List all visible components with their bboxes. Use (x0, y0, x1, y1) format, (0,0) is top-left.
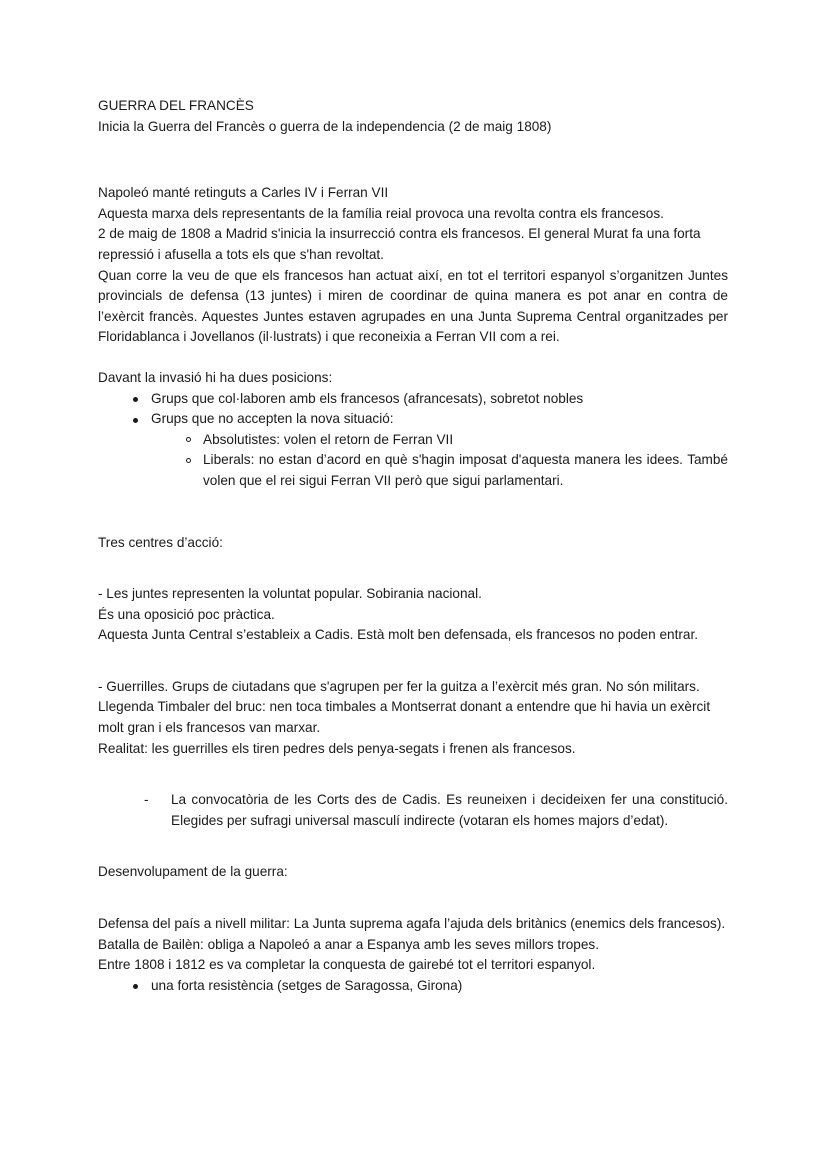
captivity-line-3: 2 de maig de 1808 a Madrid s'inicia la insurrecció contra els francesos. El general Murat fa una forta repressió i afusella a tots els que s'han revoltat. (98, 226, 701, 262)
document-subtitle: Inicia la Guerra del Francès o guerra de la independencia (2 de maig 1808) (98, 118, 552, 134)
centres-block2-line1: - Guerrilles. Grups de ciutadans que s'agrupen per fer la guitza a l’exèrcit més gran. No són militars. (98, 678, 700, 694)
list-item (98, 790, 728, 831)
development-line-3: Entre 1808 i 1812 es va completar la conquesta de gairebé tot el territori espanyol. (98, 957, 596, 973)
centres-block1-line2: És una oposició poc pràctica. (98, 606, 275, 622)
centres-block1-line1: - Les juntes representen la voluntat popular. Sobirania nacional. (98, 586, 482, 602)
captivity-line-2: Aquesta marxa dels representants de la família reial provoca una revolta contra els francesos. (98, 205, 664, 221)
spacer (98, 492, 728, 533)
positions-sublist (151, 430, 728, 492)
list-item (151, 430, 728, 451)
list-item-label: Absolutistes: volen el retorn de Ferran VII (203, 431, 454, 447)
list-item-label: Liberals: no estan d’acord en què s'hagin imposat d'aquesta manera les idees. També volen que el rei sigui Ferran VII però que sigui parlamentari. (203, 452, 728, 488)
circle-bullet-icon (186, 458, 191, 463)
spacer (98, 883, 728, 914)
document-body (98, 96, 728, 996)
corts-list (98, 790, 728, 831)
development-list (98, 976, 728, 997)
captivity-line-4: Quan corre la veu de que els francesos han actuat així, en tot el territori espanyol s’organitzen Juntes provincials de defensa (13 juntes) i miren de coordinar de quina manera es pot anar en contra de l’exèrcit francès. Aquestes Juntes estaven agrupades en una Junta Suprema Central organitzades per Floridablanca i Jovellanos (il·lustrats) i que reconeixia a Ferran VII com a rei. (98, 267, 728, 345)
bullet-icon (133, 418, 138, 423)
list-item (151, 450, 728, 491)
bullet-icon (133, 397, 138, 402)
positions-intro: Davant la invasió hi ha dues posicions: (98, 369, 333, 385)
list-item-label: una forta resistència (setges de Saragossa, Girona) (151, 977, 463, 993)
spacer (98, 553, 728, 584)
spacer (98, 831, 728, 862)
spacer (98, 759, 728, 790)
list-item-label: Grups que no accepten la nova situació: (151, 411, 394, 427)
list-item-label: La convocatòria de les Corts des de Cadis. Es reuneixen i decideixen fer una constitució. Elegides per sufragi universal masculí indirecte (votaran els homes majors d’edat). (171, 792, 728, 828)
dash-bullet-icon: - (144, 792, 149, 808)
list-item (98, 976, 728, 997)
document-title: GUERRA DEL FRANCÈS (98, 98, 254, 113)
captivity-line-1: Napoleó manté retinguts a Carles IV i Ferran VII (98, 185, 389, 201)
list-item (98, 389, 728, 410)
spacer (98, 348, 728, 368)
list-item (98, 409, 728, 491)
circle-bullet-icon (186, 437, 191, 442)
centres-block1-line3: Aquesta Junta Central s’estableix a Cadis. Està molt ben defensada, els francesos no poden entrar. (98, 627, 698, 643)
centres-block2-line2: Llegenda Timbaler del bruc: nen toca timbales a Montserrat donant a entendre que hi havia un exèrcit molt gran i els francesos van marxar. (98, 699, 711, 736)
bullet-icon (133, 984, 138, 989)
centres-block2-line3: Realitat: les guerrilles els tiren pedres dels penya-segats i frenen als francesos. (98, 740, 576, 756)
centres-heading: Tres centres d’acció: (98, 534, 223, 550)
development-line-1: Defensa del país a nivell militar: La Junta suprema agafa l’ajuda dels britànics (enemics dels francesos). (98, 916, 726, 932)
spacer (98, 646, 728, 677)
positions-list (98, 389, 728, 492)
development-line-2: Batalla de Bailèn: obliga a Napoleó a anar a Espanya amb les seves millors tropes. (98, 936, 599, 952)
spacer (98, 137, 728, 183)
development-heading: Desenvolupament de la guerra: (98, 864, 288, 880)
list-item-label: Grups que col·laboren amb els francesos (afrancesats), sobretot nobles (151, 390, 584, 406)
